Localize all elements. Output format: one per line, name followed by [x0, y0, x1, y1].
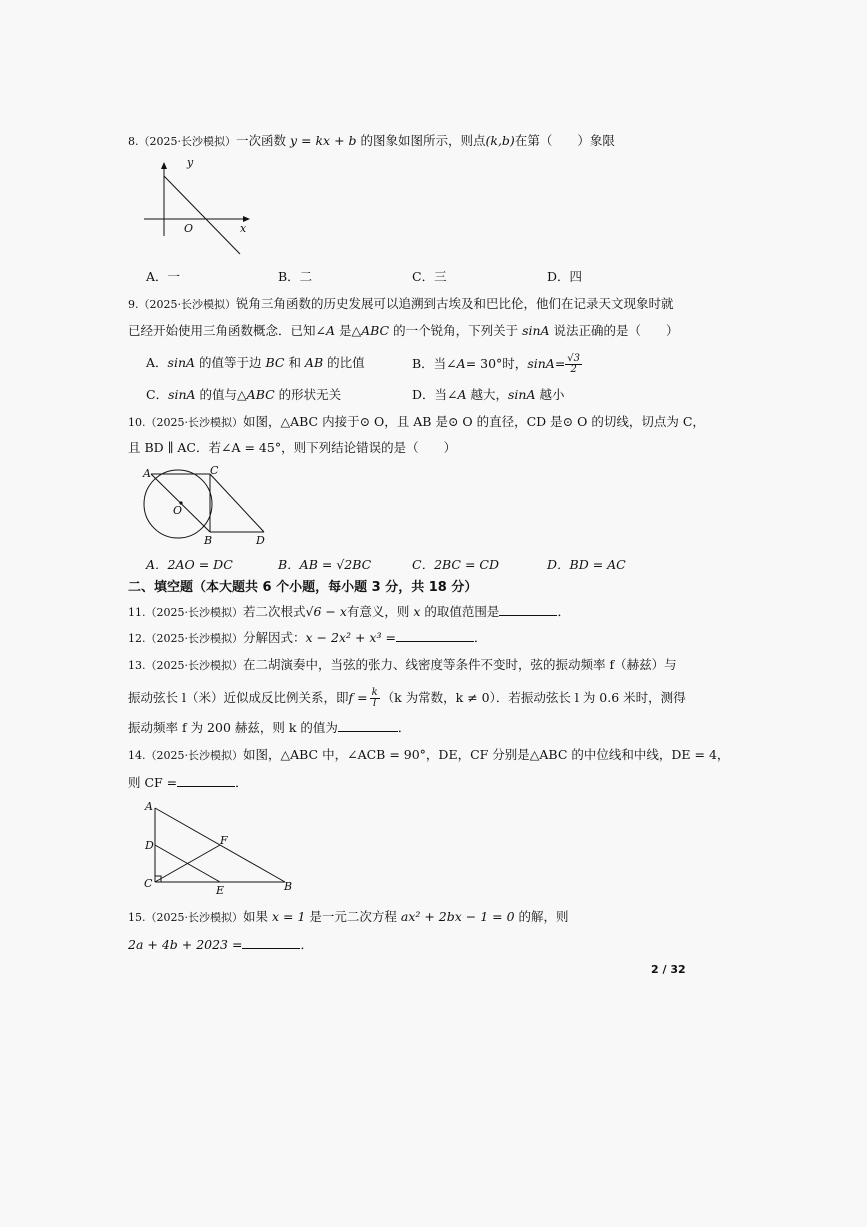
question-9-stem-line1: 9.（2025·长沙模拟）锐角三角函数的历史发展可以追溯到古埃及和巴比伦，他们在记录天文现象时就 [128, 296, 674, 311]
question-12: 12.（2025·长沙模拟）分解因式：x − 2x² + x³ = ． [128, 630, 487, 645]
x-axis-label: x [240, 222, 247, 235]
question-11: 11.（2025·长沙模拟）若二次根式√6 − x有意义，则 x 的取值范围是 ． [128, 604, 570, 619]
question-8-stem: 8.（2025·长沙模拟）一次函数 y = kx + b 的图象如图所示，则点(k,b)在第（ ）象限 [128, 133, 615, 148]
question-9-option-b[interactable]: B．当∠ A = 30°时， sinA = $\frac{√3}{2}$ [412, 352, 581, 375]
answer-blank-12[interactable] [396, 629, 474, 642]
label-c: C [210, 464, 219, 477]
label-e: E [216, 884, 225, 897]
question-13-line2: 振动弦长 l（米）近似成反比例关系，即 f = $\frac{k}{l}$ （k 为常数，k ≠ 0）．若振动弦长 l 为 0.6 米时，测得 [128, 686, 686, 709]
tangent-cd [210, 474, 264, 532]
question-10-option-d[interactable]: D．BD = AC [547, 557, 626, 572]
label-a: A [145, 800, 153, 813]
label-c: C [144, 877, 153, 890]
question-14-triangle-diagram [140, 798, 300, 897]
label-o: O [173, 504, 183, 517]
label-b: B [204, 534, 213, 547]
question-8-option-b[interactable]: B．二 [278, 269, 313, 284]
page-number: 2 / 32 [651, 963, 686, 976]
question-10-circle-diagram [140, 466, 270, 548]
question-10-stem-line2: 且 BD ∥ AC．若∠A = 45°，则下列结论错误的是（ ） [128, 440, 457, 455]
question-14-line1: 14.（2025·长沙模拟）如图，△ABC 中，∠ACB = 90°，DE，CF 分别是△ABC 的中位线和中线，DE = 4， [128, 747, 730, 762]
question-10-stem-line1: 10.（2025·长沙模拟）如图，△ABC 内接于⊙ O，且 AB 是⊙ O 的直径，CD 是⊙ O 的切线，切点为 C， [128, 414, 705, 429]
question-9-option-c[interactable]: C．sinA 的值与△ABC 的形状无关 [146, 387, 342, 402]
k-over-l-fraction: $\frac{k}{l}$ [371, 686, 378, 709]
label-d: D [256, 534, 265, 547]
origin-label: O [184, 222, 194, 235]
question-8-line-graph [140, 158, 260, 258]
answer-blank-14[interactable] [177, 774, 235, 787]
answer-blank-11[interactable] [499, 603, 557, 616]
question-13-line1: 13.（2025·长沙模拟）在二胡演奏中，当弦的张力、线密度等条件不变时，弦的振动频率 f（赫兹）与 [128, 657, 677, 672]
answer-blank-13[interactable] [338, 719, 398, 732]
label-d: D [145, 839, 154, 852]
section-2-heading: 二、填空题（本大题共 6 个小题，每小题 3 分，共 18 分） [128, 580, 478, 595]
sqrt3-over-2-fraction: $\frac{√3}{2}$ [567, 352, 581, 375]
question-15-line2: 2a + 4b + 2023 = ． [128, 937, 313, 952]
y-axis-arrow [161, 162, 167, 169]
question-13-line3: 振动频率 f 为 200 赫兹，则 k 的值为 ． [128, 720, 411, 735]
label-b: B [284, 880, 293, 893]
question-15-line1: 15.（2025·长沙模拟）如果 x = 1 是一元二次方程 ax² + 2bx − 1 = 0 的解，则 [128, 909, 569, 924]
label-f: F [220, 834, 228, 847]
question-9-option-a[interactable]: A．sinA 的值等于边 BC 和 AB 的比值 [146, 355, 365, 370]
function-line [164, 176, 240, 254]
question-9-stem-line2: 已经开始使用三角函数概念．已知∠A 是△ABC 的一个锐角，下列关于 sinA 说法正确的是（ ） [128, 323, 679, 338]
question-8-option-c[interactable]: C．三 [412, 269, 447, 284]
question-10-option-c[interactable]: C．2BC = CD [412, 557, 500, 572]
question-10-option-a[interactable]: A．2AO = DC [146, 557, 233, 572]
question-9-option-d[interactable]: D．当∠A 越大，sinA 越小 [412, 387, 565, 402]
question-14-line2: 则 CF = ． [128, 775, 248, 790]
question-8-option-d[interactable]: D．四 [547, 269, 583, 284]
answer-blank-15[interactable] [242, 936, 300, 949]
question-8-option-a[interactable]: A．一 [146, 269, 181, 284]
label-a: A [143, 467, 151, 480]
question-10-option-b[interactable]: B．AB = √2BC [278, 557, 372, 572]
y-axis-label: y [187, 156, 194, 169]
